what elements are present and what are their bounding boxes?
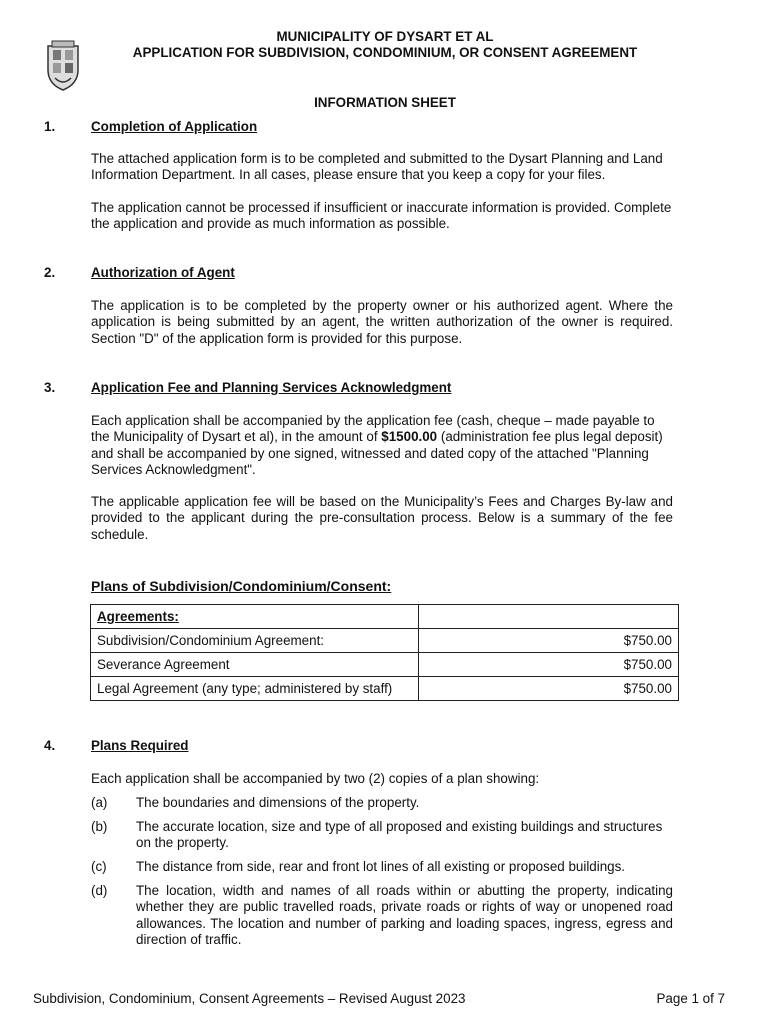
fee-item: Subdivision/Condominium Agreement: — [91, 629, 419, 653]
section-3-number: 3. — [44, 380, 56, 395]
list-item-label: (a) — [91, 795, 108, 810]
table-cell — [419, 605, 679, 629]
list-item-text: The accurate location, size and type of all proposed and existing buildings and structures on the property. — [136, 819, 663, 851]
table-row — [91, 605, 679, 629]
list-item-text: The boundaries and dimensions of the property. — [136, 795, 420, 810]
information-sheet-title: INFORMATION SHEET — [314, 95, 456, 110]
header-application-title: APPLICATION FOR SUBDIVISION, CONDOMINIUM, OR CONSENT AGREEMENT — [132, 45, 638, 60]
table-row — [91, 677, 679, 701]
fee-text-part-1: Each application shall be accompanied by the application fee (cash, cheque – made payable to the Municipality of Dysart et al), in the amount of — [91, 413, 655, 445]
fee-item: Legal Agreement (any type; administered by staff) — [91, 677, 419, 701]
table-row — [91, 629, 679, 653]
fee-item: Severance Agreement — [91, 653, 419, 677]
section-2-number: 2. — [44, 265, 56, 280]
list-item-label: (b) — [91, 819, 108, 834]
section-3-title: Application Fee and Planning Services Acknowledgment — [91, 380, 452, 395]
section-3-paragraph-1 — [91, 413, 673, 478]
table-heading-cell — [91, 605, 419, 629]
section-4-title: Plans Required — [91, 738, 189, 753]
section-4-number: 4. — [44, 738, 56, 753]
fee-schedule-table — [90, 604, 679, 701]
section-1-paragraph-1: The attached application form is to be completed and submitted to the Dysart Planning and Land Information Department. In all cases, please ensure that you keep a copy for your files. — [91, 151, 663, 183]
plans-heading: Plans of Subdivision/Condominium/Consent: — [91, 578, 392, 594]
table-row — [91, 653, 679, 677]
section-2-title: Authorization of Agent — [91, 265, 235, 280]
section-1-title: Completion of Application — [91, 119, 258, 134]
section-1-number: 1. — [44, 119, 56, 134]
footer-page-number: Page 1 of 7 — [656, 991, 725, 1006]
section-3-paragraph-2: The applicable application fee will be based on the Municipality’s Fees and Charges By-law and provided to the applicant during the pre-consultation process. Below is a summary of the fee schedule. — [91, 494, 673, 542]
list-item-text: The location, width and names of all roads within or abutting the property, indicating whether they are public travelled roads, private roads or rights of way or unopened road allowances. The location and number of parking and loading spaces, ingress, egress and direction of traffic. — [136, 883, 673, 947]
application-fee-amount: $1500.00 — [381, 429, 438, 445]
fee-amount: $750.00 — [419, 629, 679, 653]
header-municipality: MUNICIPALITY OF DYSART ET AL — [276, 29, 494, 44]
list-item-label: (c) — [91, 859, 107, 874]
section-1-paragraph-2: The application cannot be processed if insufficient or inaccurate information is provided. Complete the application and provide as much information as possible. — [91, 200, 672, 232]
fee-amount: $750.00 — [419, 677, 679, 701]
fee-amount: $750.00 — [419, 653, 679, 677]
list-item-text: The distance from side, rear and front lot lines of all existing or proposed buildings. — [136, 859, 626, 874]
fee-text-part-2: (administration fee plus legal deposit) and shall be accompanied by one signed, witnessed and dated copy of the attached "Planning Services Acknowledgment". — [91, 429, 663, 477]
section-2-paragraph-1: The application is to be completed by the property owner or his authorized agent. Where the application is being submitted by an agent, the written authorization of the owner is required. Section "D" of the application form is provided for this purpose. — [91, 298, 673, 346]
agreements-heading: Agreements: — [97, 609, 179, 624]
section-4-intro: Each application shall be accompanied by two (2) copies of a plan showing: — [91, 771, 540, 786]
list-item-label: (d) — [91, 883, 108, 898]
footer-document-title: Subdivision, Condominium, Consent Agreements – Revised August 2023 — [33, 991, 466, 1006]
